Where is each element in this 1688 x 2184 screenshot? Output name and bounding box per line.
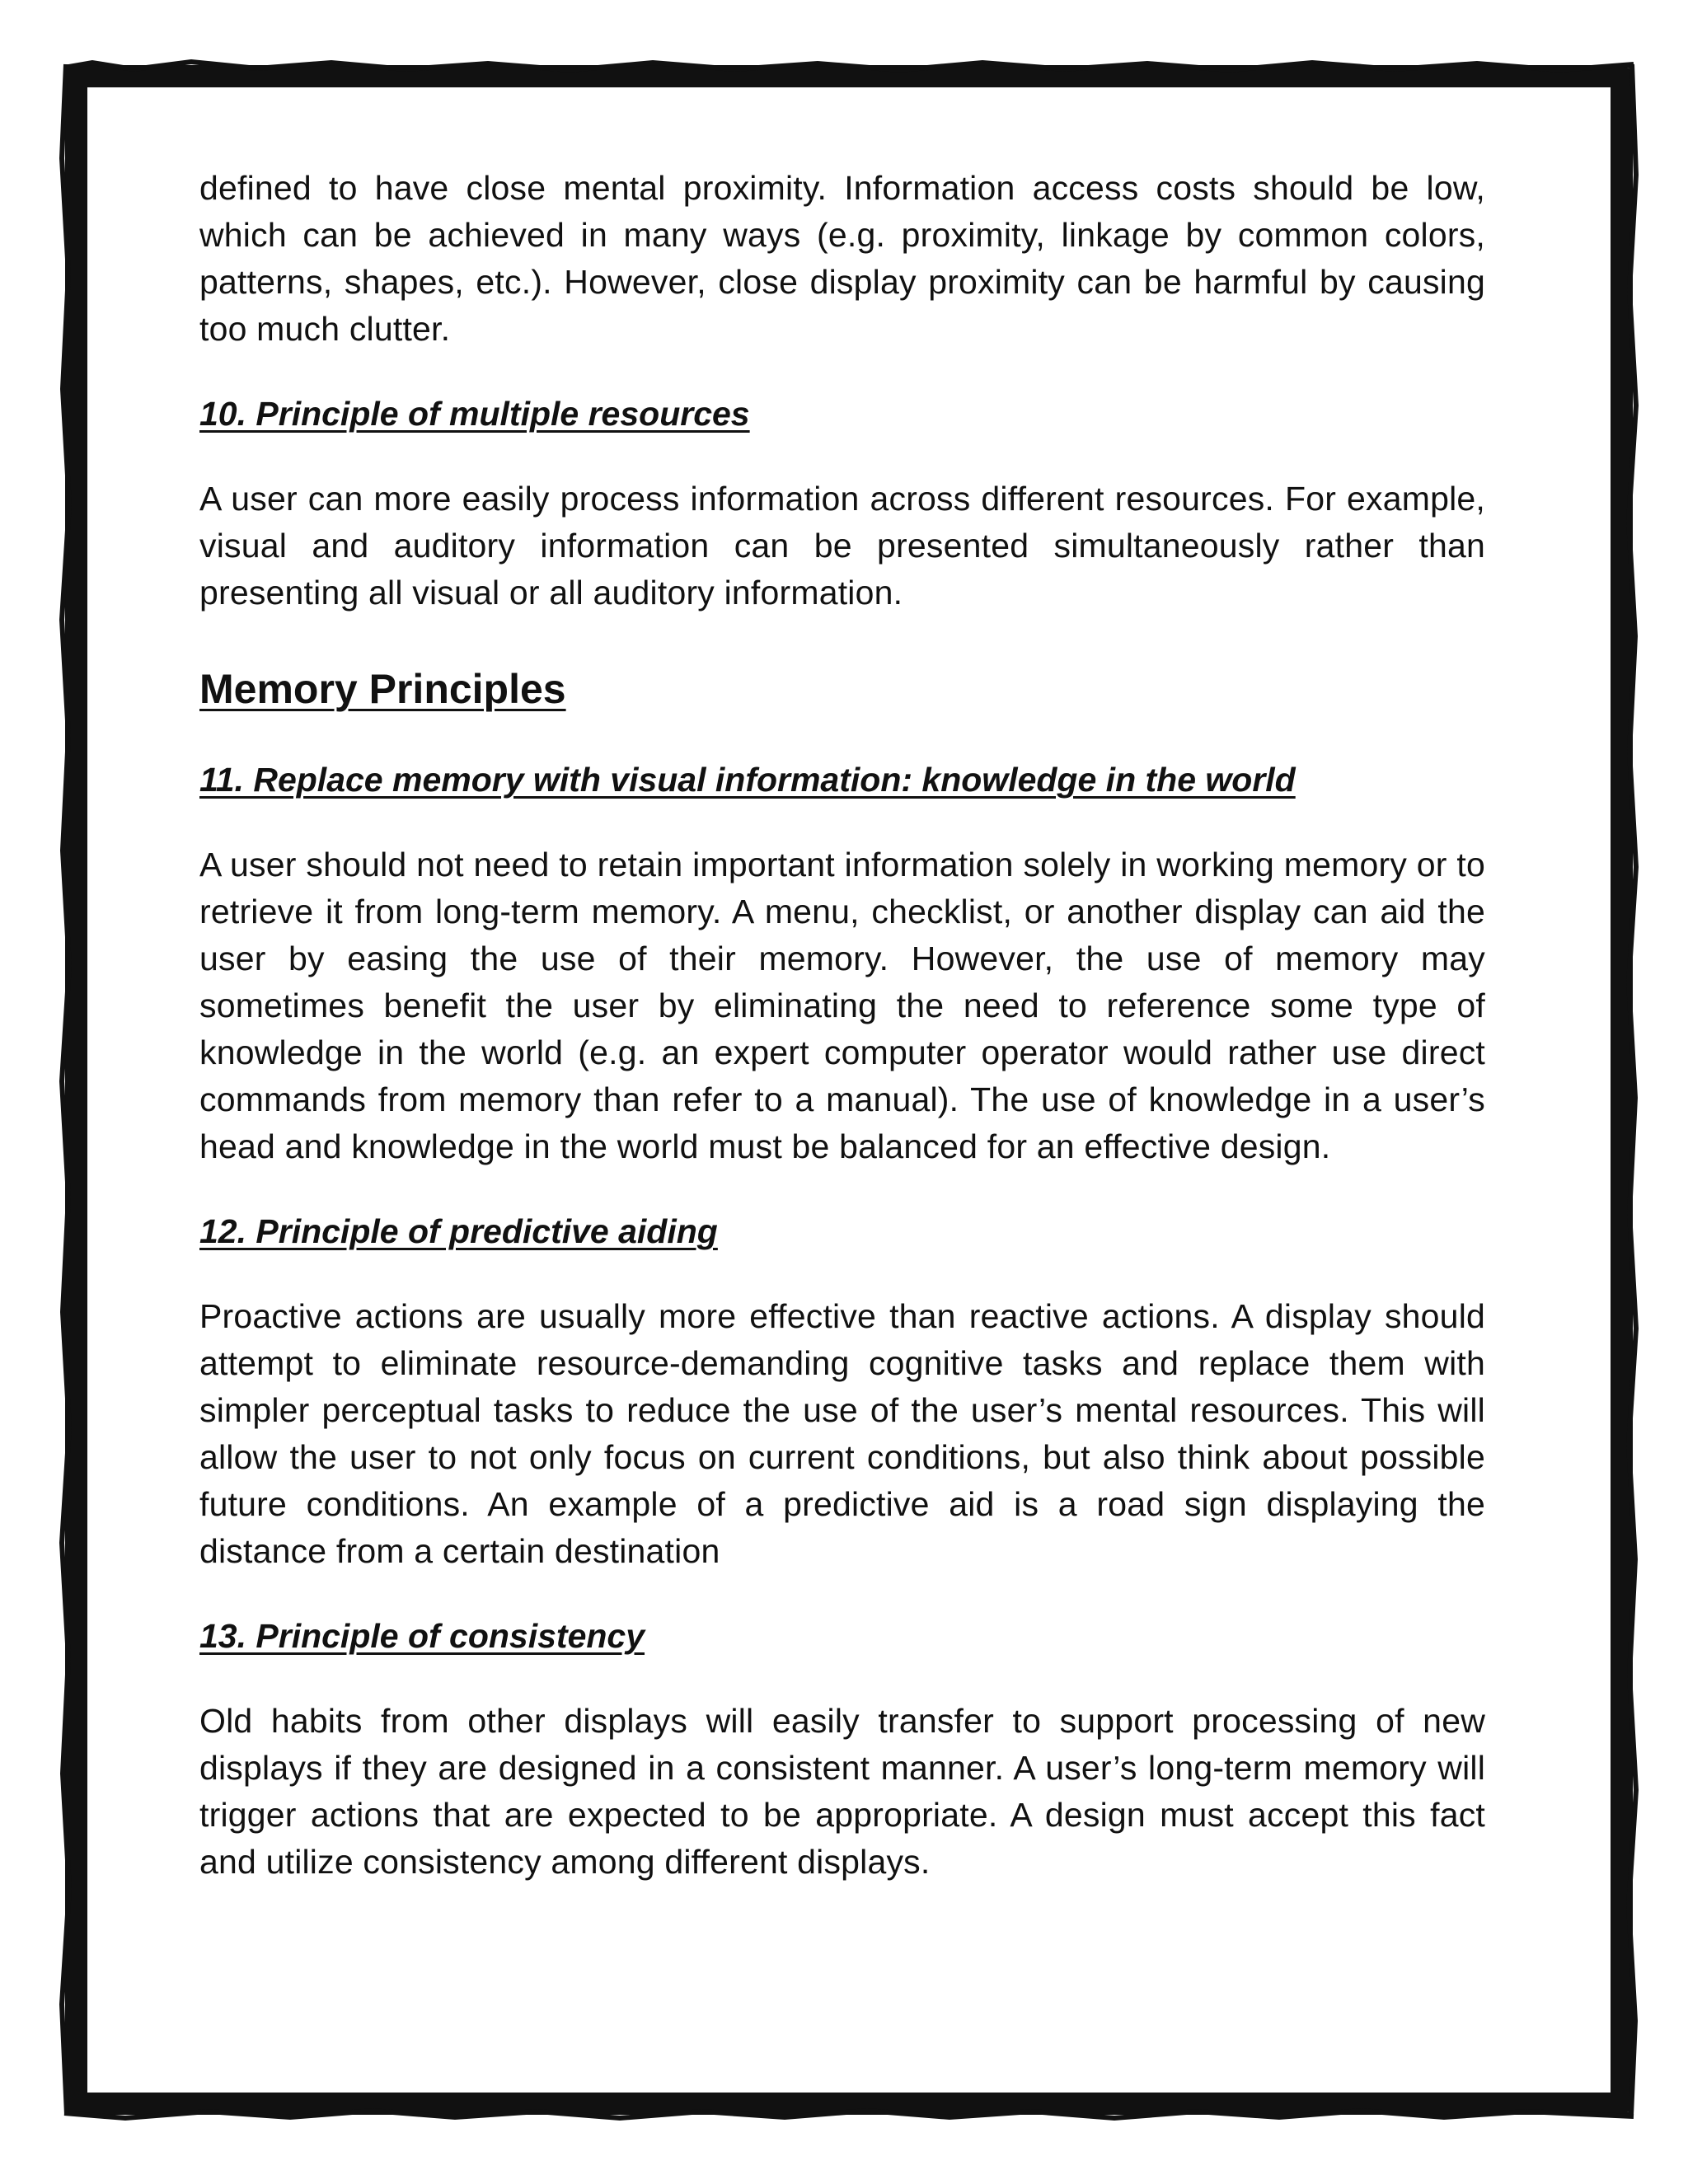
principle-10-heading: 10. Principle of multiple resources — [199, 395, 750, 433]
principle-12-heading: 12. Principle of predictive aiding — [199, 1212, 718, 1250]
memory-principles-heading: Memory Principles — [199, 666, 566, 712]
principle-13-heading: 13. Principle of consistency — [199, 1617, 645, 1655]
principle-13-paragraph: Old habits from other displays will easily transfer to support processing of new displays if they are designed in a consistent manner. A user’s long-term memory will trigger actions that are expected to be appropriate. A design must accept this fact and utilize consistency among different displays. — [199, 1702, 1485, 1881]
principle-10-paragraph: A user can more easily process information across different resources. For example, visual and auditory information can be presented simultaneously rather than presenting all visual or all auditory information. — [199, 480, 1485, 612]
intro-paragraph: defined to have close mental proximity. Information access costs should be low, which can be achieved in many ways (e.g. proximity, linkage by common colors, patterns, shapes, etc.). However, close display proximity can be harmful by causing too much clutter. — [199, 169, 1485, 348]
document-content — [199, 165, 1485, 1886]
principle-11-paragraph: A user should not need to retain important information solely in working memory or to retrieve it from long-term memory. A menu, checklist, or another display can aid the user by easing the use of their memory. However, the use of memory may sometimes benefit the user by eliminating the need to reference some type of knowledge in the world (e.g. an expert computer operator would rather use direct commands from memory than refer to a manual). The use of knowledge in a user’s head and knowledge in the world must be balanced for an effective design. — [199, 846, 1485, 1165]
principle-11-heading: 11. Replace memory with visual information: knowledge in the world — [199, 761, 1296, 799]
principle-12-paragraph: Proactive actions are usually more effective than reactive actions. A display should attempt to eliminate resource-demanding cognitive tasks and replace them with simpler perceptual tasks to reduce the use of the user’s mental resources. This will allow the user to not only focus on current conditions, but also think about possible future conditions. An example of a predictive aid is a road sign displaying the distance from a certain destination — [199, 1297, 1485, 1570]
